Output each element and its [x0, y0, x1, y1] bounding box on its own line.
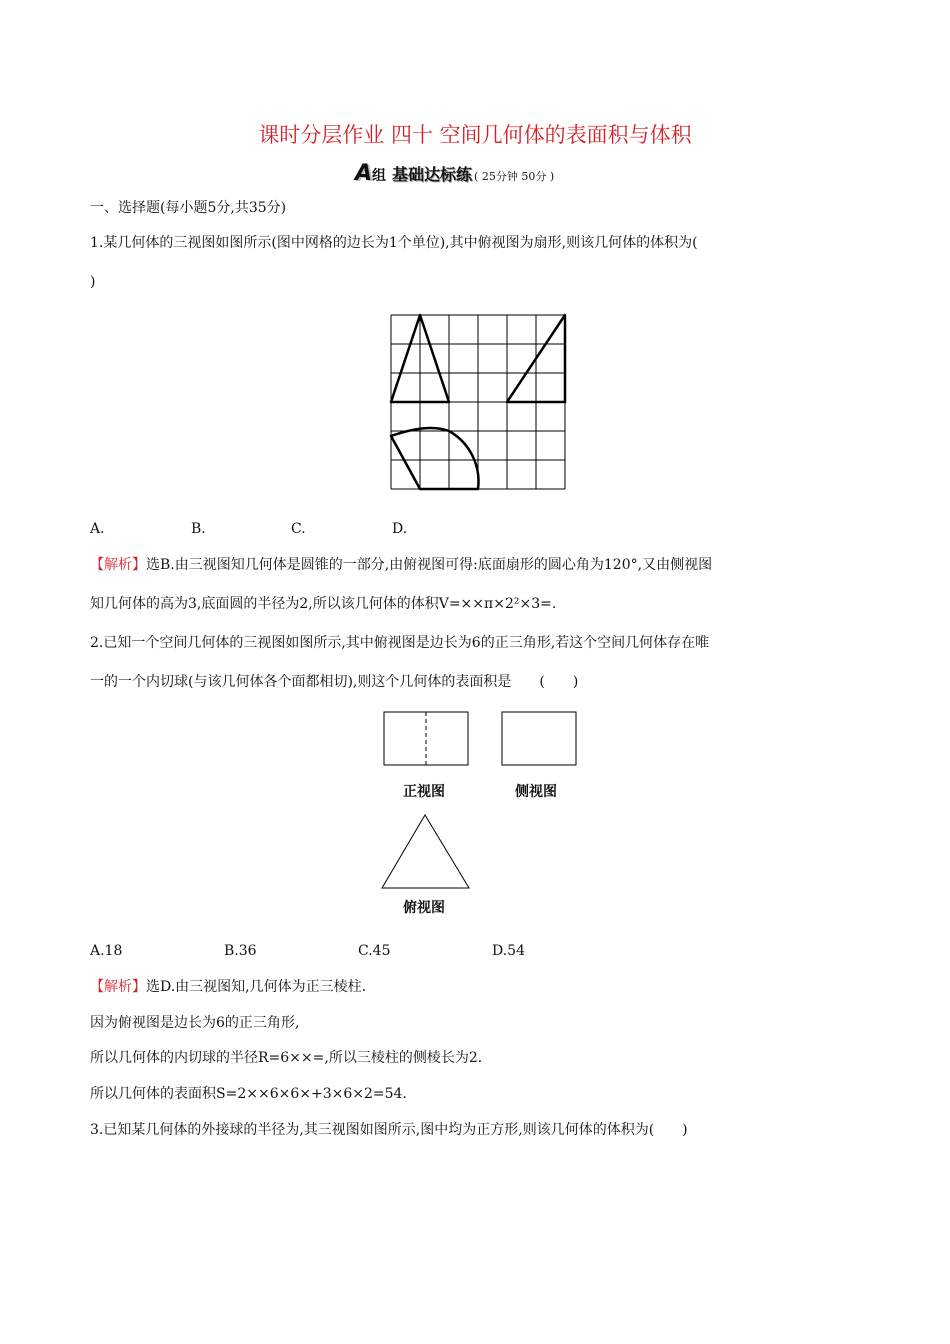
- group-letter: A: [355, 161, 373, 186]
- q2-solution-text1: 选D.由三视图知,几何体为正三棱柱.: [146, 979, 367, 995]
- q1-stem-line1: 1.某几何体的三视图如图所示(图中网格的边长为1个单位),其中俯视图为扇形,则该几何体的体积为(: [90, 235, 698, 251]
- q2-solution-tag: 【解析】: [90, 979, 146, 995]
- q2-side-view-caption: 侧视图: [515, 784, 557, 800]
- group-subtitle: 基础达标练: [392, 165, 473, 184]
- q1-option-d: D.: [392, 521, 408, 537]
- group-label: 组: [372, 168, 387, 184]
- q1-stem-line2: ): [90, 274, 96, 290]
- q1-top-view-sector: [391, 428, 478, 489]
- q1-solution-line2: 知几何体的高为3,底面圆的半径为2,所以该几何体的体积V=××π×2²×3=.: [90, 596, 557, 612]
- section-heading: 一、选择题(每小题5分,共35分): [90, 200, 287, 216]
- q1-option-b: B.: [191, 521, 206, 537]
- q2-stem-line1: 2.已知一个空间几何体的三视图如图所示,其中俯视图是边长为6的正三角形,若这个空间几何体存在唯: [90, 635, 710, 651]
- q2-solution-line3: 所以几何体的内切球的半径R=6××=,所以三棱柱的侧棱长为2.: [90, 1050, 483, 1066]
- page-title: 课时分层作业 四十 空间几何体的表面积与体积: [258, 123, 692, 147]
- q2-option-c: C.45: [358, 943, 391, 959]
- q1-three-view-figure: [388, 312, 570, 494]
- q1-solution-line1: [90, 556, 712, 574]
- q1-option-c: C.: [291, 521, 306, 537]
- q1-solution-tag: 【解析】: [90, 557, 146, 573]
- group-heading: [355, 161, 554, 186]
- q2-solution-line2: 因为俯视图是边长为6的正三角形,: [90, 1015, 300, 1031]
- q2-solution-line1: [90, 978, 366, 996]
- group-time-score: ( 25分钟 50分 ): [474, 170, 555, 183]
- q3-stem-line1: 3.已知某几何体的外接球的半径为,其三视图如图所示,图中均为正方形,则该几何体的体积为( ): [90, 1122, 688, 1138]
- q2-front-view-caption: 正视图: [403, 784, 445, 800]
- q2-top-view-triangle: [382, 815, 469, 888]
- q2-stem-line2: 一的一个内切球(与该几何体各个面都相切),则这个几何体的表面积是 ( ): [90, 674, 579, 690]
- q2-solution-line4: 所以几何体的表面积S=2××6×6×+3×6×2=54.: [90, 1086, 407, 1102]
- q1-option-a: A.: [90, 521, 105, 537]
- q2-top-view-caption: 俯视图: [403, 900, 445, 916]
- q2-option-d: D.54: [492, 943, 525, 959]
- q2-option-a: A.18: [90, 943, 123, 959]
- q2-option-b: B.36: [224, 943, 257, 959]
- q1-solution-text1: 选B.由三视图知几何体是圆锥的一部分,由俯视图可得:底面扇形的圆心角为120°,又由侧视图: [146, 557, 713, 573]
- q2-side-view-rect: [502, 712, 576, 765]
